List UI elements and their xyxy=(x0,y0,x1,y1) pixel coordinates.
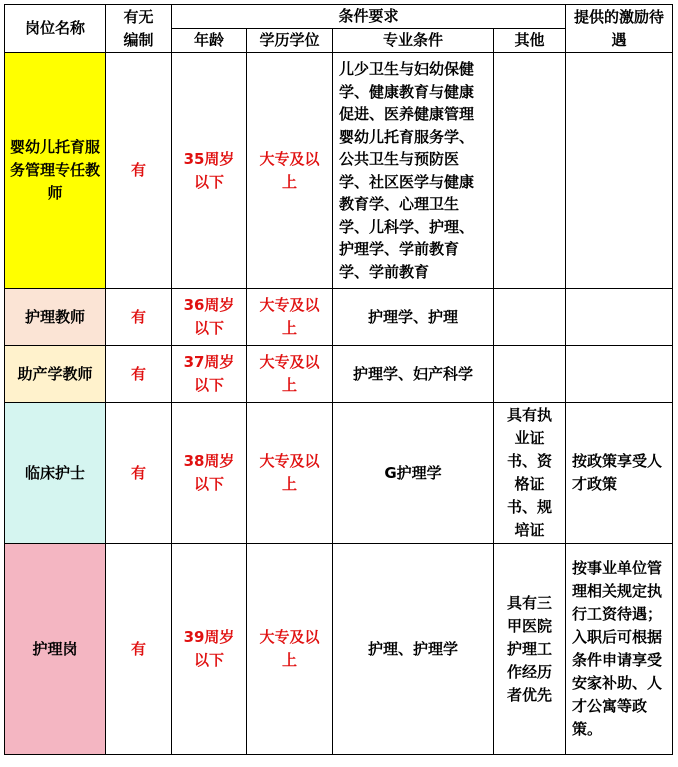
major-cell: 儿少卫生与妇幼保健学、健康教育与健康促进、医养健康管理婴幼儿托育服务学、公共卫生与预防医学、社区医学与健康教育学、心理卫生学、儿科学、护理、护理学、学前教育学、学前教育 xyxy=(333,53,494,289)
header-reward: 提供的激励待遇 xyxy=(566,5,673,53)
education-cell: 大专及以上 xyxy=(247,403,333,544)
position-cell: 护理岗 xyxy=(5,544,106,755)
header-major: 专业条件 xyxy=(333,29,494,53)
major-cell: 护理学、护理 xyxy=(333,289,494,346)
staffing-cell: 有 xyxy=(106,53,172,289)
reward-cell xyxy=(566,289,673,346)
table-row xyxy=(5,289,673,346)
age-cell: 36周岁以下 xyxy=(172,289,247,346)
header-other: 其他 xyxy=(494,29,566,53)
table-row xyxy=(5,346,673,403)
other-cell: 具有三甲医院护理工作经历者优先 xyxy=(494,544,566,755)
other-cell xyxy=(494,53,566,289)
position-cell: 护理教师 xyxy=(5,289,106,346)
other-cell xyxy=(494,346,566,403)
major-cell: 护理学、妇产科学 xyxy=(333,346,494,403)
age-cell: 38周岁以下 xyxy=(172,403,247,544)
education-cell: 大专及以上 xyxy=(247,289,333,346)
reward-cell xyxy=(566,53,673,289)
position-cell: 临床护士 xyxy=(5,403,106,544)
age-cell: 37周岁以下 xyxy=(172,346,247,403)
staffing-cell: 有 xyxy=(106,544,172,755)
education-cell: 大专及以上 xyxy=(247,346,333,403)
table-row xyxy=(5,53,673,289)
header-age: 年龄 xyxy=(172,29,247,53)
position-cell: 婴幼儿托育服务管理专任教师 xyxy=(5,53,106,289)
staffing-cell: 有 xyxy=(106,403,172,544)
table-row xyxy=(5,403,673,544)
education-cell: 大专及以上 xyxy=(247,53,333,289)
header-position: 岗位名称 xyxy=(5,5,106,53)
reward-cell: 按政策享受人才政策 xyxy=(566,403,673,544)
reward-cell: 按事业单位管理相关规定执行工资待遇；入职后可根据条件申请享受安家补助、人才公寓等政策。 xyxy=(566,544,673,755)
reward-cell xyxy=(566,346,673,403)
position-cell: 助产学教师 xyxy=(5,346,106,403)
major-cell: 护理、护理学 xyxy=(333,544,494,755)
age-cell: 39周岁以下 xyxy=(172,544,247,755)
age-cell: 35周岁以下 xyxy=(172,53,247,289)
header-conditions: 条件要求 xyxy=(172,5,566,29)
header-staffing: 有无编制 xyxy=(106,5,172,53)
table-row xyxy=(5,544,673,755)
staffing-cell: 有 xyxy=(106,289,172,346)
header-education: 学历学位 xyxy=(247,29,333,53)
education-cell: 大专及以上 xyxy=(247,544,333,755)
other-cell: 具有执业证书、资格证书、规培证 xyxy=(494,403,566,544)
recruitment-table xyxy=(4,4,673,755)
staffing-cell: 有 xyxy=(106,346,172,403)
major-cell: G护理学 xyxy=(333,403,494,544)
other-cell xyxy=(494,289,566,346)
